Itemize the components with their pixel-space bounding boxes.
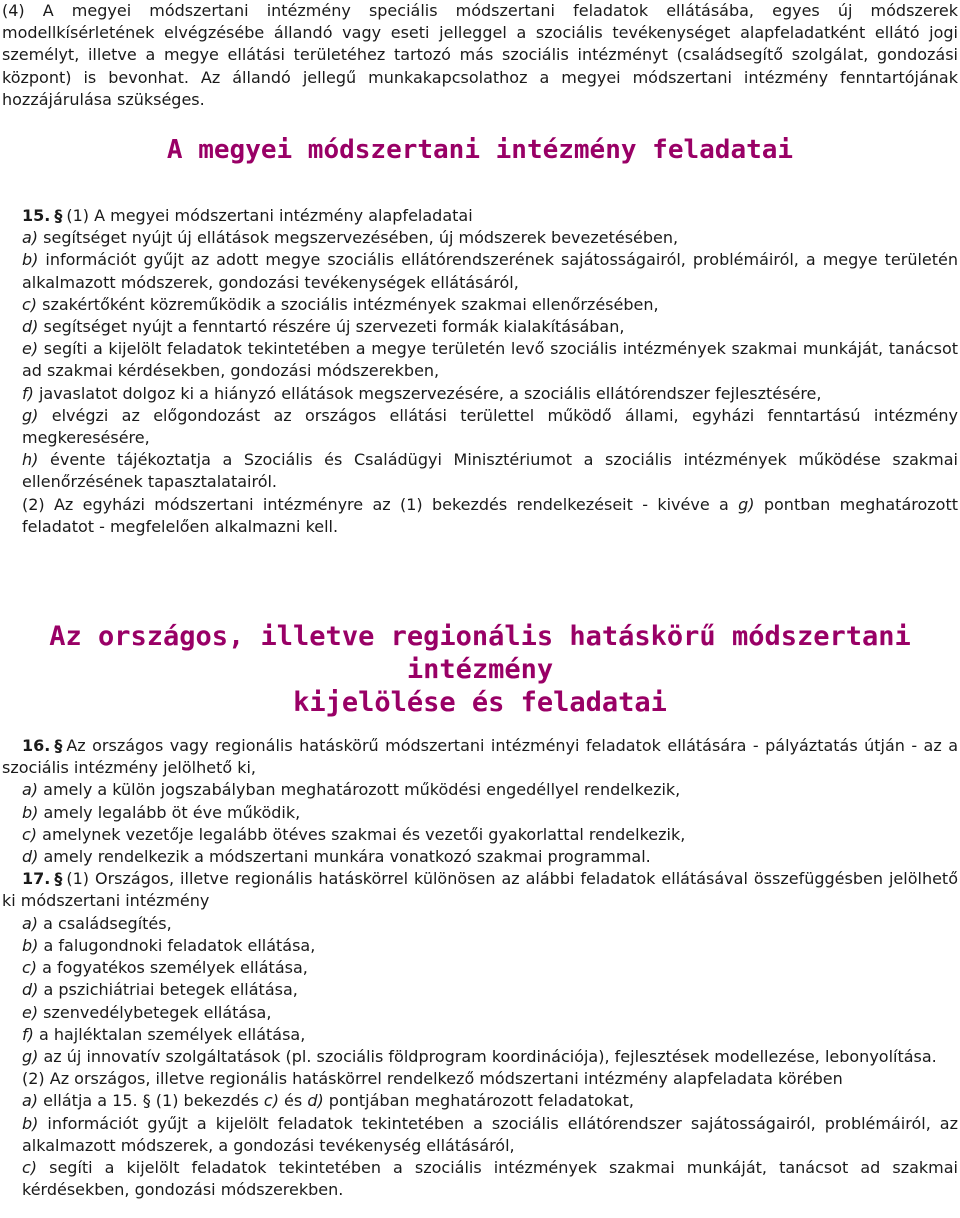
section-17 bbox=[2, 868, 958, 1201]
s17-number: 17. bbox=[22, 869, 51, 889]
s17-item-f bbox=[2, 1024, 958, 1046]
item-letter: d) bbox=[22, 317, 39, 337]
item-text: a hajléktalan személyek ellátása, bbox=[33, 1024, 306, 1044]
item-letter: f) bbox=[22, 1024, 34, 1044]
s15-number: 15. bbox=[22, 206, 51, 226]
item-text: segíti a kijelölt feladatok tekintetében a szociális intézmények szakmai munkáját, tanácsot ad szakmai kérdésekben, gondozási módszerekben. bbox=[22, 1157, 958, 1200]
item-text: évente tájékoztatja a Szociális és Családügyi Minisztériumot a szociális intézmények működése szakmai ellenőrzésének tapasztalatairól. bbox=[22, 450, 958, 492]
s17-item-b bbox=[2, 935, 958, 957]
s17-item-c bbox=[2, 957, 958, 979]
item-text: a falugondnoki feladatok ellátása, bbox=[38, 935, 316, 955]
s15-p2-text: (2) Az egyházi módszertani intézményre az (1) bekezdés rendelkezéseit - kivéve a bbox=[22, 494, 739, 514]
paragraph-sign: § bbox=[54, 206, 63, 226]
section-16 bbox=[2, 735, 958, 868]
s17-paragraph-2: (2) Az országos, illetve regionális hatáskörrel rendelkező módszertani intézmény alapfeladata körében bbox=[22, 1069, 843, 1089]
item-text: az új innovatív szolgáltatások (pl. szociális földprogram koordinációja), fejlesztések modellezése, lebonyolítása. bbox=[38, 1046, 937, 1066]
s16-lead-text: Az országos vagy regionális hatáskörű módszertani intézményi feladatok ellátására - pályáztatás útján - az a szociális intézmény jelölhető ki, bbox=[2, 736, 958, 778]
item-text: pontjában meghatározott feladatokat, bbox=[323, 1091, 634, 1111]
item-letter: d) bbox=[22, 847, 39, 867]
s15-item-g bbox=[2, 405, 958, 449]
section-heading-county: A megyei módszertani intézmény feladatai bbox=[166, 135, 794, 166]
paragraph-sign: § bbox=[142, 1091, 151, 1111]
s17-item-e bbox=[2, 1002, 958, 1024]
item-text: a fogyatékos személyek ellátása, bbox=[37, 958, 308, 978]
s17-p2-item-c bbox=[2, 1157, 958, 1201]
s15-item-a bbox=[2, 227, 958, 249]
s16-number: 16. bbox=[22, 736, 51, 756]
item-text: segítséget nyújt a fenntartó részére új szervezeti formák kialakításában, bbox=[38, 317, 625, 337]
s17-item-d bbox=[2, 979, 958, 1001]
item-letter: a) bbox=[22, 780, 39, 800]
item-text: szakértőként közreműködik a szociális intézmények szakmai ellenőrzésében, bbox=[37, 294, 659, 314]
item-text: (1) bekezdés bbox=[150, 1091, 264, 1111]
s15-item-h bbox=[2, 449, 958, 493]
heading-line-1: Az országos, illetve regionális hatáskörű módszertani intézmény bbox=[49, 621, 911, 686]
item-letter: c) bbox=[22, 1157, 38, 1177]
s17-lead bbox=[2, 868, 958, 912]
heading-line-2: kijelölése és feladatai bbox=[293, 687, 667, 719]
item-letter: c) bbox=[22, 824, 38, 844]
s16-item-b bbox=[2, 802, 958, 824]
item-letter: c) bbox=[22, 958, 38, 978]
s15-p2-text-end: pontban meghatározott feladatot - megfelelően alkalmazni kell. bbox=[22, 494, 959, 536]
item-text: a pszichiátriai betegek ellátása, bbox=[38, 980, 298, 1000]
s15-item-e bbox=[2, 338, 958, 382]
item-letter: g) bbox=[22, 405, 39, 425]
item-letter: g) bbox=[22, 1046, 39, 1066]
s17-p2-item-b bbox=[2, 1113, 958, 1157]
item-text: elvégzi az előgondozást az országos ellátási területtel működő állami, egyházi fenntartású intézmény megkeresésére, bbox=[22, 405, 958, 448]
item-letter: h) bbox=[22, 450, 39, 470]
s15-item-d bbox=[2, 316, 958, 338]
item-letter: f) bbox=[22, 383, 34, 403]
paragraph-4: (4) A megyei módszertani intézmény speciális módszertani feladatok ellátásába, egyes új módszerek modellkísérletének elvégzésébe állandó vagy eseti jelleggel a szociális tevékenységet alapfeladatként ellátó jogi személyt, illetve a megye ellátási területéhez tartozó más szociális intézményt (családsegítő szolgálat, gondozási központ) is bevonhat. Az állandó jellegű munkakapcsolathoz a megyei módszertani intézmény fenntartójának hozzájárulása szükséges. bbox=[2, 1, 958, 109]
item-letter: b) bbox=[22, 250, 39, 270]
s17-lead-text: (1) Országos, illetve regionális hatáskörrel különösen az alábbi feladatok ellátásával összefüggésben jelölhető ki módszertani intézmény bbox=[2, 869, 958, 911]
s15-paragraph-1-lead bbox=[2, 205, 958, 227]
item-ref: d) bbox=[307, 1091, 324, 1111]
document bbox=[2, 0, 958, 1201]
item-letter: b) bbox=[22, 802, 39, 822]
item-text: segíti a kijelölt feladatok tekintetében a megye területén levő szociális intézmények szakmai munkáját, tanácsot ad szakmai kérdésekben, gondozási módszerekben, bbox=[22, 339, 958, 381]
item-letter: e) bbox=[22, 339, 39, 359]
item-text: segítséget nyújt új ellátások megszervezésében, új módszerek bevezetésében, bbox=[38, 228, 679, 248]
item-text: szenvedélybetegek ellátása, bbox=[38, 1002, 272, 1022]
item-letter: b) bbox=[22, 1113, 39, 1133]
s15-item-f bbox=[2, 383, 958, 405]
paragraph-sign: § bbox=[54, 736, 63, 756]
s15-p2-ref: g) bbox=[738, 494, 755, 514]
item-text: amely rendelkezik a módszertani munkára vonatkozó szakmai programmal. bbox=[38, 847, 651, 867]
item-letter: b) bbox=[22, 935, 39, 955]
item-letter: a) bbox=[22, 228, 39, 248]
s16-item-d bbox=[2, 846, 958, 868]
s16-item-c bbox=[2, 824, 958, 846]
item-letter: d) bbox=[22, 980, 39, 1000]
item-letter: a) bbox=[22, 913, 39, 933]
section-heading-national bbox=[2, 620, 958, 719]
item-letter: e) bbox=[22, 1002, 39, 1022]
item-text: és bbox=[278, 1091, 308, 1111]
item-ref: c) bbox=[263, 1091, 279, 1111]
s17-item-a bbox=[2, 913, 958, 935]
s16-item-a bbox=[2, 779, 958, 801]
item-letter: a) bbox=[22, 1091, 39, 1111]
s15-item-b bbox=[2, 249, 958, 293]
item-text: amelynek vezetője legalább ötéves szakmai és vezetői gyakorlattal rendelkezik, bbox=[37, 824, 686, 844]
item-text: amely a külön jogszabályban meghatározott működési engedéllyel rendelkezik, bbox=[38, 780, 681, 800]
s16-lead bbox=[2, 735, 958, 779]
item-letter: c) bbox=[22, 294, 38, 314]
s15-item-c bbox=[2, 294, 958, 316]
item-text: a családsegítés, bbox=[38, 913, 172, 933]
paragraph-sign: § bbox=[54, 869, 63, 889]
item-text: amely legalább öt éve működik, bbox=[38, 802, 301, 822]
item-text: ellátja a 15. bbox=[38, 1091, 143, 1111]
s15-lead-text: (1) A megyei módszertani intézmény alapfeladatai bbox=[66, 206, 473, 226]
s15-paragraph-2 bbox=[2, 494, 958, 538]
s17-p2-item-a bbox=[2, 1090, 958, 1112]
s17-item-g bbox=[2, 1046, 958, 1068]
section-15 bbox=[2, 205, 958, 538]
item-text: javaslatot dolgoz ki a hiányzó ellátások megszervezésére, a szociális ellátórendszer fejlesztésére, bbox=[33, 383, 822, 403]
item-text: információt gyűjt a kijelölt feladatok tekintetében a szociális ellátórendszer sajátosságairól, problémáiról, az alkalmazott módszerek, a gondozási tevékenység ellátásáról, bbox=[22, 1113, 958, 1155]
item-text: információt gyűjt az adott megye szociális ellátórendszerének sajátosságairól, problémáiról, a megye területén alkalmazott módszerek, gondozási tevékenységek ellátásáról, bbox=[22, 250, 958, 292]
